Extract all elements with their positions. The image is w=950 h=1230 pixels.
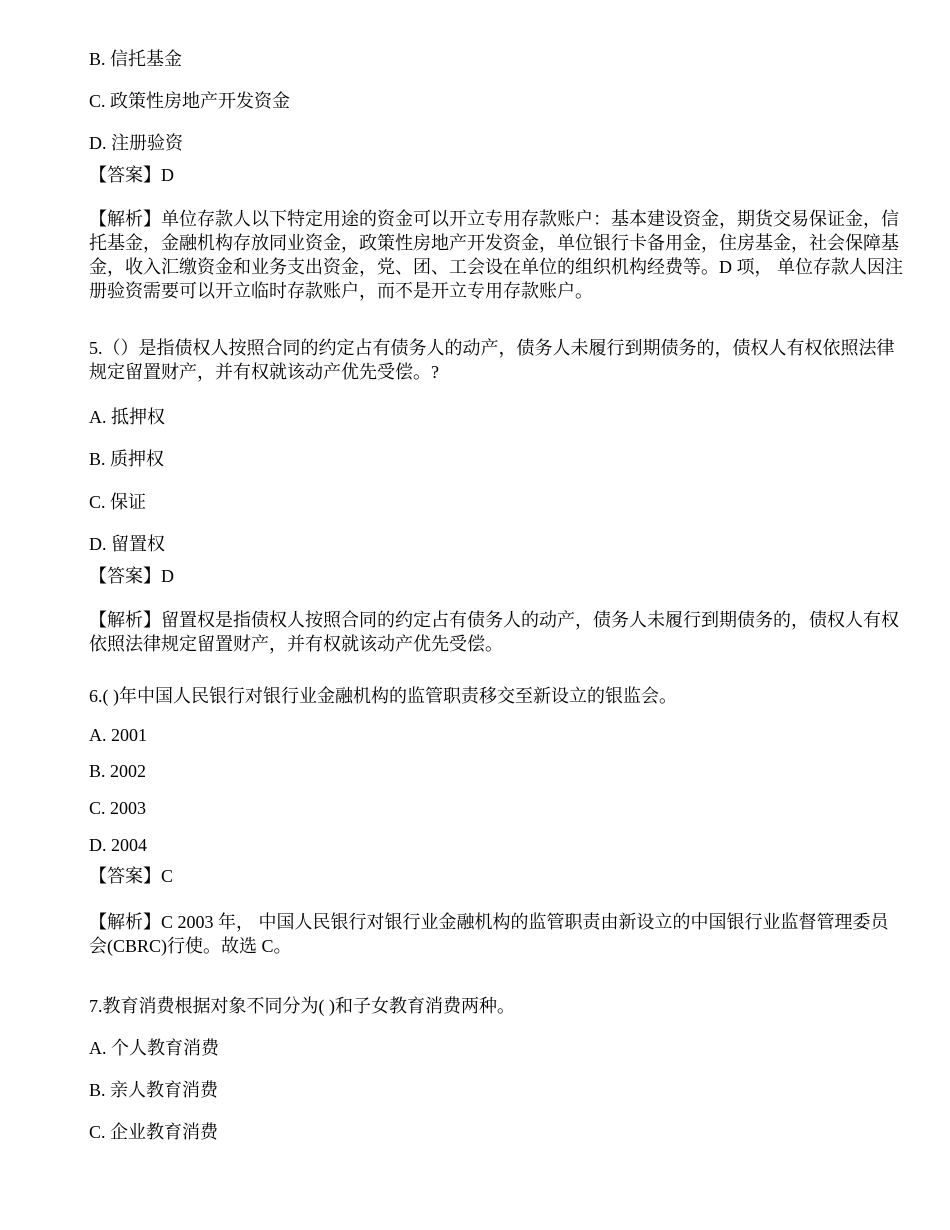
q4-analysis: 【解析】单位存款人以下特定用途的资金可以开立专用存款账户：基本建设资金，期货交易保证金，信托基金，金融机构存放同业资金，政策性房地产开发资金，单位银行卡备用金，住房基金，社会保障基金，收入汇缴资金和业务支出资金，党、团、工会设在单位的组织机构经费等。D 项， 单位存款人因注册验资需要可以开立临时存款账户，而不是开立专用存款账户。: [89, 209, 903, 301]
q4-option-d: D. 注册验资: [89, 133, 183, 153]
q5-option-c: C. 保证: [89, 492, 147, 512]
q6-analysis: 【解析】C 2003 年， 中国人民银行对银行业金融机构的监管职责由新设立的中国银行业监督管理委员会(CBRC)行使。故选 C。: [89, 912, 889, 956]
q5-option-d: D. 留置权: [89, 534, 165, 554]
q7-option-c: C. 企业教育消费: [89, 1122, 219, 1142]
q5-option-a: A. 抵押权: [89, 407, 165, 427]
q6-option-b: B. 2002: [89, 761, 147, 781]
q6-option-c: C. 2003: [89, 798, 147, 818]
q7-option-a: A. 个人教育消费: [89, 1038, 219, 1058]
q5-option-b: B. 质押权: [89, 449, 165, 469]
q4-answer: 【答案】D: [89, 165, 174, 185]
q6-question: 6.( )年中国人民银行对银行业金融机构的监管职责移交至新设立的银监会。: [89, 686, 677, 706]
q6-option-d: D. 2004: [89, 835, 147, 855]
q7-option-b: B. 亲人教育消费: [89, 1080, 219, 1100]
q6-option-a: A. 2001: [89, 725, 147, 745]
q5-analysis: 【解析】留置权是指债权人按照合同的约定占有债务人的动产，债务人未履行到期债务的，债权人有权依照法律规定留置财产，并有权就该动产优先受偿。: [89, 610, 899, 654]
q4-option-c: C. 政策性房地产开发资金: [89, 91, 291, 111]
q5-answer: 【答案】D: [89, 566, 174, 586]
q6-answer: 【答案】C: [89, 866, 174, 886]
q4-option-b: B. 信托基金: [89, 49, 183, 69]
q5-question: 5.（）是指债权人按照合同的约定占有债务人的动产，债务人未履行到期债务的，债权人有权依照法律规定留置财产，并有权就该动产优先受偿。?: [89, 338, 895, 382]
q7-question: 7.教育消费根据对象不同分为( )和子女教育消费两种。: [89, 996, 515, 1016]
